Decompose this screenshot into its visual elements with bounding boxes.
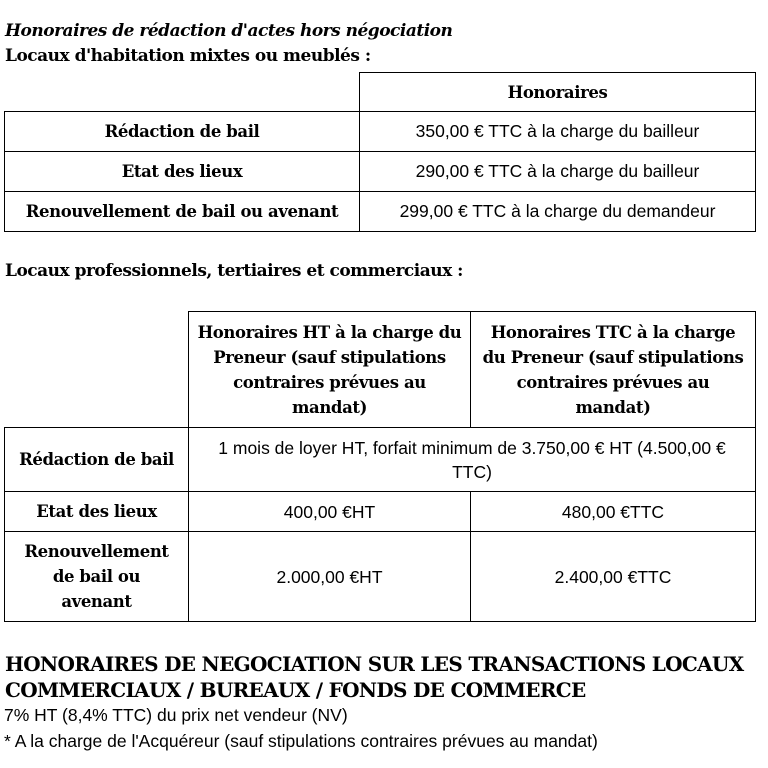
table-header-row [5,312,756,428]
row-label: Etat des lieux [5,492,189,532]
empty-corner-cell [5,73,360,112]
row-value: 290,00 € TTC à la charge du bailleur [360,152,756,192]
row-label: Rédaction de bail [5,112,360,152]
negociation-note: * A la charge de l'Acquéreur (sauf stipulations contraires prévues au mandat) [4,731,598,751]
column-header-ht: Honoraires HT à la charge du Preneur (sauf stipulations contraires prévues au mandat) [189,312,471,428]
table-row [5,428,756,492]
value-ht: 2.000,00 €HT [189,532,471,622]
value-ttc: 480,00 €TTC [471,492,756,532]
table-row [5,152,756,192]
heading-habitation: Locaux d'habitation mixtes ou meublés : [5,46,371,66]
empty-corner-cell [5,312,189,428]
negociation-rate: 7% HT (8,4% TTC) du prix net vendeur (NV) [4,705,348,725]
value-ht: 400,00 €HT [189,492,471,532]
value-ttc: 2.400,00 €TTC [471,532,756,622]
section-title-redaction: Honoraires de rédaction d'actes hors négociation [5,21,453,41]
row-value: 350,00 € TTC à la charge du bailleur [360,112,756,152]
table-habitation [4,72,756,232]
row-label: Renouvellement de bail ou avenant [5,532,189,622]
row-label: Renouvellement de bail ou avenant [5,192,360,232]
column-header-ttc: Honoraires TTC à la charge du Preneur (sauf stipulations contraires prévues au mandat) [471,312,756,428]
table-row [5,532,756,622]
table-professionnels [4,311,756,622]
merged-value-cell: 1 mois de loyer HT, forfait minimum de 3.750,00 € HT (4.500,00 € TTC) [189,428,756,492]
table-row [5,192,756,232]
row-label: Etat des lieux [5,152,360,192]
table-header-row [5,73,756,112]
column-header-honoraires: Honoraires [360,73,756,112]
row-value: 299,00 € TTC à la charge du demandeur [360,192,756,232]
heading-professionnels: Locaux professionnels, tertiaires et commerciaux : [5,261,463,281]
section-title-negociation: HONORAIRES DE NEGOCIATION SUR LES TRANSACTIONS LOCAUX COMMERCIAUX / BUREAUX / FONDS DE COMMERCE [5,652,744,702]
table-row [5,492,756,532]
table-row [5,112,756,152]
row-label: Rédaction de bail [5,428,189,492]
